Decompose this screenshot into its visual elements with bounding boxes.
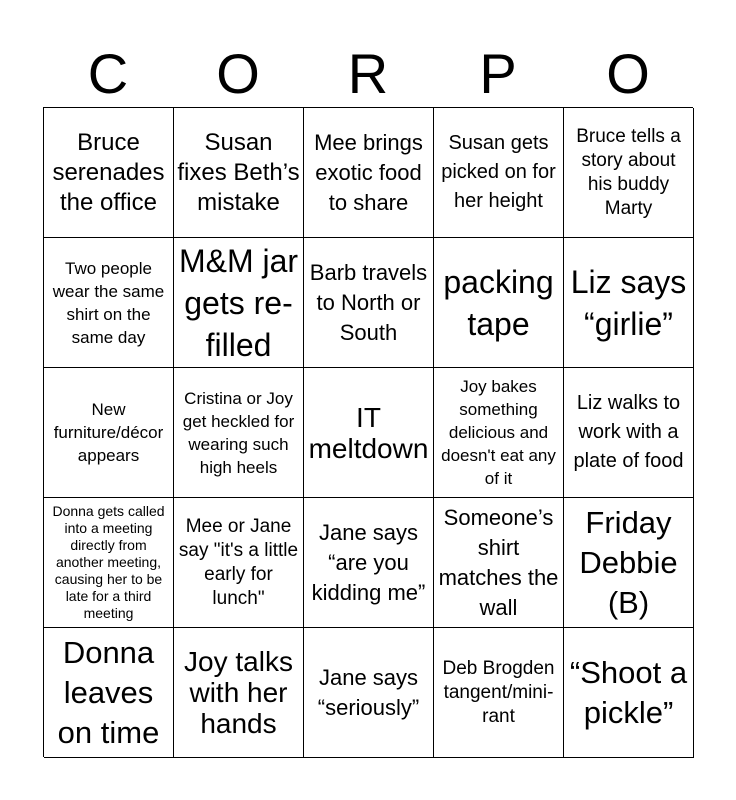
cell-text: Two people wear the same shirt on the same day [52, 258, 165, 347]
bingo-cell[interactable] [44, 628, 174, 758]
bingo-cell[interactable] [44, 108, 174, 238]
cell-text: Joy talks with her hands [184, 646, 293, 739]
cell-text: Donna leaves on time [57, 634, 160, 750]
header-letter-r: R [347, 42, 389, 105]
bingo-cell[interactable] [434, 498, 564, 628]
cell-text: Donna gets called into a meeting directly from another meeting, causing her to be late for a third meeting [52, 503, 165, 621]
bingo-cell[interactable] [304, 108, 434, 238]
bingo-cell[interactable] [434, 238, 564, 368]
bingo-grid [43, 107, 693, 757]
bingo-cell[interactable] [174, 498, 304, 628]
cell-text: Bruce tells a story about his buddy Marty [576, 125, 681, 219]
cell-text: Susan fixes Beth’s mistake [177, 128, 300, 216]
cell-text: New furniture/décor appears [53, 400, 164, 465]
cell-text: Friday Debbie (B) [579, 504, 678, 620]
cell-text: Deb Brogden tangent/mini-rant [442, 657, 555, 727]
cell-text: Jane says “seriously” [317, 664, 420, 720]
bingo-cell[interactable] [434, 628, 564, 758]
cell-text: Barb travels to North or South [309, 259, 428, 345]
bingo-cell[interactable] [174, 108, 304, 238]
header-letter-o: O [216, 42, 260, 105]
bingo-cell[interactable] [44, 498, 174, 628]
header-letter-o-2: O [606, 42, 650, 105]
bingo-cell[interactable] [564, 238, 694, 368]
cell-text: Liz walks to work with a plate of food [573, 392, 684, 472]
bingo-cell[interactable] [564, 108, 694, 238]
bingo-cell[interactable] [564, 498, 694, 628]
bingo-cell[interactable] [304, 498, 434, 628]
cell-text: Bruce serenades the office [52, 128, 165, 216]
cell-text: Susan gets picked on for her height [441, 132, 556, 212]
bingo-cell[interactable] [44, 368, 174, 498]
bingo-cell[interactable] [434, 368, 564, 498]
bingo-header [43, 44, 693, 104]
cell-text: Joy bakes something delicious and doesn't eat any of it [441, 377, 556, 488]
bingo-cell[interactable] [564, 368, 694, 498]
bingo-cell[interactable] [564, 628, 694, 758]
bingo-cell[interactable] [304, 368, 434, 498]
cell-text: Jane says “are you kidding me” [311, 519, 426, 605]
cell-text: packing tape [443, 263, 554, 342]
cell-text: Liz says “girlie” [570, 263, 687, 342]
cell-text: Mee brings exotic food to share [314, 129, 423, 215]
bingo-cell[interactable] [174, 238, 304, 368]
cell-text: “Shoot a pickle” [569, 654, 688, 730]
header-letter-c: C [87, 42, 129, 105]
bingo-cell[interactable] [174, 368, 304, 498]
cell-text: Someone’s shirt matches the wall [438, 504, 559, 620]
bingo-cell[interactable] [434, 108, 564, 238]
bingo-cell[interactable] [44, 238, 174, 368]
cell-text: IT meltdown [308, 401, 429, 464]
bingo-cell[interactable] [174, 628, 304, 758]
bingo-cell[interactable] [304, 238, 434, 368]
cell-text: M&M jar gets re-filled [178, 242, 299, 363]
header-letter-p: P [479, 42, 517, 105]
cell-text: Cristina or Joy get heckled for wearing such high heels [182, 388, 295, 477]
bingo-cell[interactable] [304, 628, 434, 758]
cell-text: Mee or Jane say "it's a little early for lunch" [178, 515, 299, 609]
